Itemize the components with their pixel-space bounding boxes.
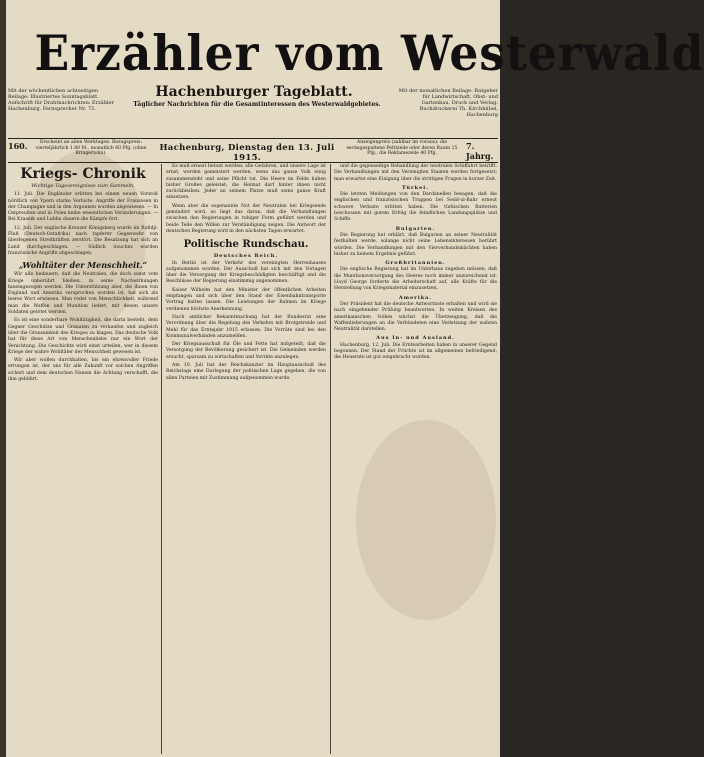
news-paragraph: Die Regierung hat erklärt, daß Bulgarien an seiner Neutralität festhalten werde, solange nicht seine Lebensinteressen berührt würden. Die Verhandlungen mit den Vierverbandsmächten haben bisher zu keinem Ergebnis geführt.	[334, 232, 497, 257]
column-3	[334, 164, 497, 754]
deutsches-reich-subheading: Deutsches Reich.	[213, 253, 279, 260]
in-und-ausland-subheading: Aus In- und Ausland.	[376, 335, 455, 342]
masthead-title: Erzähler vom Westerwald	[34, 24, 704, 82]
dateline	[8, 140, 498, 162]
news-paragraph: Der Kriegsausschuß für Öle und Fette hat mitgeteilt, daß die Versorgung der Bevölkerung gesichert ist. Die Gemeinden werden ersucht, sparsam zu wirtschaften und Vorräte anzulegen.	[166, 342, 326, 360]
chronik-entry: 11. Juli. Die Engländer erlitten bei einem neuen Vorstoß nördlich von Ypern starke Verluste. Angriffe der Franzosen in der Champagne und in den Argonnen wurden abgewiesen. — In Ostpreußen und in Polen keine wesentlichen Veränderungen. — Bei Krasnik und Lublin dauern die Kämpfe fort.	[8, 192, 158, 223]
news-paragraph: Nach amtlicher Bekanntmachung hat der Bundesrat eine Verordnung über die Regelung des Verkehrs mit Brotgetreide und Mehl für das Erntejahr 1915 erlassen. Die Vorräte sind bei den Kommunalverbänden anzumelden.	[166, 314, 326, 339]
grossbritannien-subheading: Großbritannien.	[385, 260, 446, 267]
chronik-entry: 12. Juli. Der englische Kreuzer Königsberg wurde im Rufidji-Fluß (Deutsch-Ostafrika) nach tapferer Gegenwehr von überlegenen Streitkräften zerstört. Die Besatzung hat sich an Land durchgeschlagen. — Südlich Souchez wurden französische Angriffe abgeschlagen.	[8, 225, 158, 256]
article-paragraph: Es ist eine sonderbare Wohltätigkeit, die darin besteht, dem Gegner Geschütze und Granaten zu verkaufen und zugleich über die Grausamkeit des Krieges zu klagen. Das deutsche Volk hat für diese Art von Menschenliebe nur ein Wort der Verachtung. Die Geschichte wird einst urteilen, wer in diesem Kriege der wahre Wohltäter der Menschheit gewesen ist.	[8, 318, 158, 355]
news-paragraph: Kaiser Wilhelm hat den Minister der öffentlichen Arbeiten empfangen und sich über den Stand der Eisenbahntransporte Vortrag halten lassen. Die Leistungen der Bahnen im Kriege verdienen höchste Anerkennung.	[166, 287, 326, 312]
article-title-wohltaeter: „Wohltäter der Menschheit.“	[18, 260, 148, 271]
dateline-bottom-rule	[8, 162, 498, 163]
masthead-subtitle: Hachenburger Tageblatt.	[155, 84, 353, 100]
article-paragraph: Wir aber wollen durchhalten, bis ein ehrenvoller Friede errungen ist, der uns für alle Zukunft vor solchen Angriffen sichert und dem deutschen Namen die Achtung verschafft, die ihm gebührt.	[8, 358, 158, 383]
bulgarien-subheading: Bulgarien.	[395, 225, 436, 232]
article-paragraph: Es muß erneut betont werden: alle Gefahren, und unsere Lage ist ernst, werden gemeistert werden, wenn das ganze Volk einig zusammensteht und seine Pflicht tut. Die Heere im Felde haben bisher Großes geleistet; die Heimat darf hinter ihnen nicht zurückbleiben. Jeder an seinem Platze muß seine ganze Kraft einsetzen.	[166, 164, 326, 201]
amerika-subheading: Amerika.	[398, 294, 433, 301]
news-paragraph: und die gegenseitige Behandlung der neutralen Schiffahrt betrifft. Die Verhandlungen mit den Vereinigten Staaten werden fortgesetzt; man erwartet eine Einigung über die strittigen Fragen in kurzer Zeit.	[334, 164, 497, 182]
kriegs-chronik-subheading: Wichtige Tagesereignisse zum Sammeln.	[31, 183, 135, 189]
news-paragraph: Die letzten Meldungen von den Dardanellen besagen, daß die englischen und französischen Truppen bei Sedd-ul-Bahr erneut schwere Verluste erlitten haben. Die türkischen Batterien beschossen mit gutem Erfolg die feindlichen Landungsplätze und Schiffe.	[334, 192, 497, 223]
masthead-left-note: Mit der wöchentlichen achtseitigen Beilage: Illustriertes Sonntagsblatt. Aufschrift für Drahtnachrichten: Erzähler Hachenburg. Fernsprecher Nr. 72.	[8, 88, 114, 112]
issue-date: Hachenburg, Dienstag den 13. Juli 1915.	[159, 143, 335, 163]
politische-rundschau-heading: Politische Rundschau.	[183, 239, 309, 251]
ad-price-info: Anzeigenpreis (zahlbar im voraus): die sechsgespaltene Petitzeile oder deren Raum 15 Pfg., die Reklamezeile 40 Pfg.	[346, 140, 458, 156]
masthead-right-note: Mit der monatlichen Beilage: Ratgeber für Landwirtschaft, Obst- und Gartenbau. Druck und Verlag: Buchdruckerei Th. Kirchhübel, Hachenburg	[398, 88, 498, 118]
column-divider	[161, 164, 162, 754]
volume-year: 7. Jahrg.	[466, 141, 494, 161]
dateline-top-rule	[8, 138, 498, 139]
column-divider	[330, 164, 331, 754]
column-2	[166, 164, 326, 754]
news-paragraph: Am 10. Juli hat der Reichskanzler im Hauptausschuß des Reichstags eine Darlegung der politischen Lage gegeben, die von allen Parteien mit Zustimmung aufgenommen wurde.	[166, 363, 326, 381]
news-paragraph: Hachenburg, 12. Juli. Die Erntearbeiten haben in unserer Gegend begonnen. Der Stand der Früchte ist im allgemeinen befriedigend; die Heuernte ist gut eingebracht worden.	[334, 342, 497, 361]
tuerkei-subheading: Türkei.	[402, 184, 429, 191]
newspaper-page	[6, 0, 704, 757]
column-1	[8, 164, 158, 754]
news-paragraph: In Berlin ist der Verkehr des vereinigten Herrenhauses aufgenommen worden. Der Ausschuß hat sich mit den Vorlagen über die Versorgung der Kriegsbeschädigten beschäftigt und die Beschlüsse der Regierung einstimmig angenommen.	[166, 260, 326, 285]
masthead-tagline: Täglicher Nachrichten für die Gesamtinteressen des Westerwaldgebietes.	[133, 101, 381, 108]
news-paragraph: Der Präsident hat die deutsche Antwortnote erhalten und wird sie nach eingehender Prüfung beantworten. In weiten Kreisen des amerikanischen Volkes wächst die Überzeugung, daß die Waffenlieferungen an die Verbündeten eine Verletzung der wahren Neutralität darstellen.	[334, 301, 497, 333]
subscription-info: Erscheint an allen Werktagen. Bezugspreis: vierteljährlich 1.80 M., monatlich 60 Pfg. (ohne Bringerlohn).	[35, 140, 147, 156]
news-paragraph: Die englische Regierung hat im Unterhaus zugeben müssen, daß die Munitionsversorgung des Heeres noch immer unzureichend ist. Lloyd George forderte die Arbeiterschaft auf, alle Kräfte für die Herstellung von Kriegsmaterial einzusetzen.	[334, 267, 497, 292]
kriegs-chronik-heading: Kriegs- Chronik	[20, 166, 146, 182]
article-paragraph: Wir alle bedauern, daß die Neutralen, die doch sonst vom Kriege unberührt bleiben, in seine Nachwirkungen hineingezogen werden. Die Unterstützung aber, die ihnen von England und Amerika versprochen worden ist, hat sich als leeres Wort erwiesen. Man redet von Menschlichkeit, während man die Waffen und Munition liefert, mit denen unsere Soldaten getötet werden.	[8, 272, 158, 316]
article-paragraph: Wenn aber die sogenannte Not der Neutralen bei Kriegsende gemindert wird, so liegt das daran, daß die Verhandlungen zwischen den Regierungen in ruhiger Form geführt werden und beide Teile den Willen zur Verständigung zeigen. Die Antwort der deutschen Regierung wird in den nächsten Tagen erwartet.	[166, 203, 326, 234]
issue-number: 160.	[8, 141, 28, 151]
